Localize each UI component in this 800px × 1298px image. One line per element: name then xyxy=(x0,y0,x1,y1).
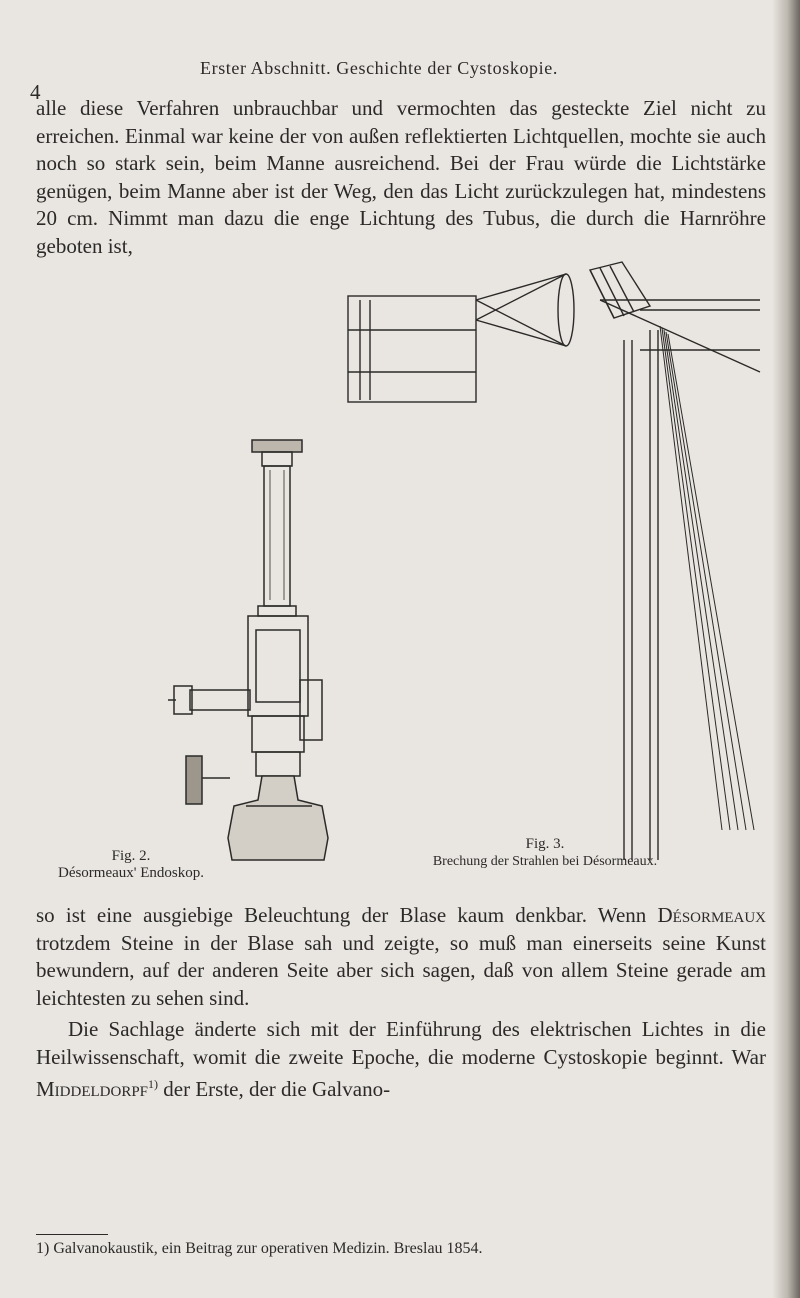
fig3-label: Fig. 3. xyxy=(525,836,565,852)
fig2-caption: Désormeaux' Endoskop. xyxy=(57,865,204,881)
name-desormeaux: Désormeaux xyxy=(657,903,766,927)
running-header: Erster Abschnitt. Geschichte der Cystoskopie. xyxy=(200,58,558,78)
paragraph-2-part-b: trotzdem Steine in der Blase sah und zeigte, so muß man einerseits seine Kunst bewundern, auf der anderen Seite aber sich sagen, daß von allem Steine gerade am leichtesten zu sehen sind. xyxy=(36,930,766,1010)
name-middeldorpf: Middeldorpf xyxy=(36,1077,149,1101)
fig3-caption-block xyxy=(370,836,720,870)
fig2-body xyxy=(248,616,308,716)
fig2-side-arm xyxy=(190,690,250,710)
footnote-rule xyxy=(36,1234,108,1235)
paragraph-1: alle diese Verfahren unbrauchbar und vermochten das gesteckte Ziel nicht zu erreichen. Einmal war keine der von außen reflektierten Lichtquellen, mochte sie auch noch so stark sein, beim Manne ausreichend. Bei der Frau würde die Lichtstärke genügen, beim Manne aber ist der Weg, den das Licht zurückzulegen hat, mindestens 20 cm. Nimmt man dazu die enge Lichtung des Tubus, die durch die Harnröhre geboten ist, xyxy=(36,96,766,258)
fig2-endoscope xyxy=(168,440,328,860)
fig3-caption: Brechung der Strahlen bei Désormeaux. xyxy=(432,854,658,869)
fig2-upper-tube xyxy=(264,466,290,606)
paragraph-2 xyxy=(36,902,766,1012)
fig2-lamp-glass xyxy=(228,776,328,860)
fig3-lens xyxy=(558,274,574,346)
fig2-handle xyxy=(186,756,202,804)
paragraph-3-part-b: der Erste, der die Galvano- xyxy=(163,1077,391,1101)
fig2-eyepiece-cap xyxy=(252,440,302,452)
footnote xyxy=(36,1240,776,1258)
fig2-caption-block xyxy=(36,848,226,882)
footnote-text: 1) Galvanokaustik, ein Beitrag zur operativen Medizin. Breslau 1854. xyxy=(36,1240,483,1257)
fig3-ray-diagram xyxy=(348,262,760,860)
fig3-lamp-housing xyxy=(348,296,476,402)
paragraph-3-part-a: Die Sachlage änderte sich mit der Einführung des elektrischen Lichtes in die Heilwissenschaft, womit die zweite Epoche, die moderne Cystoskopie beginnt. War xyxy=(36,1017,766,1069)
fig2-label: Fig. 2. xyxy=(111,848,151,864)
paragraph-3 xyxy=(36,1016,766,1104)
footnote-marker: 1) xyxy=(148,1077,159,1091)
page-number: 4 xyxy=(30,80,41,104)
paragraph-2-part-a: so ist eine ausgiebige Beleuchtung der Blase kaum denkbar. Wenn xyxy=(36,903,647,927)
